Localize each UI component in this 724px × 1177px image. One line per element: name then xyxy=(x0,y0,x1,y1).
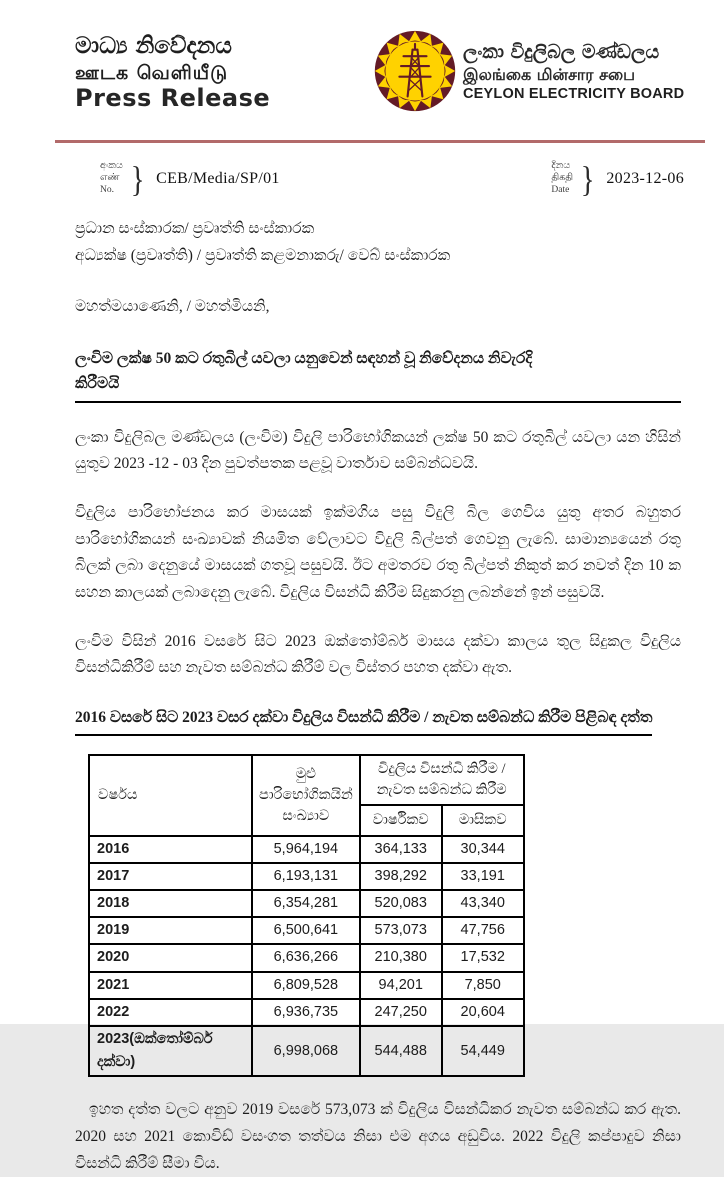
value-cell: 7,850 xyxy=(442,972,524,999)
addressee-line-1: ප්‍රධාන සංස්කාරක/ ප්‍රවෘත්ති සංස්කාරක xyxy=(75,220,315,237)
value-cell: 5,964,194 xyxy=(252,836,360,863)
value-cell: 573,073 xyxy=(360,917,442,944)
value-cell: 6,636,266 xyxy=(252,944,360,971)
table-body xyxy=(89,836,524,1077)
letterhead-divider-rule xyxy=(55,140,705,143)
date-label xyxy=(551,161,573,197)
reference-label xyxy=(100,161,123,197)
table-row xyxy=(89,890,524,917)
col-header-group: විදුලිය විසන්ධි කිරීම / නැවත සම්බන්ධ කිරීම xyxy=(360,755,524,805)
value-cell: 6,936,735 xyxy=(252,999,360,1026)
year-cell: 2020 xyxy=(89,944,252,971)
value-cell: 94,201 xyxy=(360,972,442,999)
year-cell: 2021 xyxy=(89,972,252,999)
org-name-sinhala: ලංකා විදුලිබල මණ්ඩලය xyxy=(463,41,660,63)
col-header-annual: වාර්ෂිකව xyxy=(360,805,442,836)
addressee-line-2: අධ්‍යක්ෂ (ප්‍රවෘත්ති) / ප්‍රවෘත්ති කළමනාකරු/ වෙබ් සංස්කාරක xyxy=(75,247,451,265)
value-cell: 364,133 xyxy=(360,836,442,863)
ref-label-english: No. xyxy=(100,184,114,195)
meta-row xyxy=(100,158,684,200)
reference-value: CEB/Media/SP/01 xyxy=(156,170,280,187)
org-name-english: CEYLON ELECTRICITY BOARD xyxy=(463,86,685,103)
table-row xyxy=(89,972,524,999)
ref-label-sinhala: අංකය xyxy=(100,161,123,172)
table-row xyxy=(89,1026,524,1076)
col-header-total-consumers: මුළු පාරිභෝගිකයින් සංඛ්‍යාව xyxy=(252,755,360,836)
value-cell: 54,449 xyxy=(442,1026,524,1076)
value-cell: 520,083 xyxy=(360,890,442,917)
year-cell: 2018 xyxy=(89,890,252,917)
value-cell: 210,380 xyxy=(360,944,442,971)
value-cell: 17,532 xyxy=(442,944,524,971)
table-section-heading: 2016 වසරේ සිට 2023 වසර දක්වා විදුලිය විසන්ධි කිරීම / නැවත සම්බන්ධ කිරීම පිළිබඳ දත්ත xyxy=(75,706,652,736)
org-name-tamil: இலங்கை மின்சார சபை xyxy=(463,64,636,84)
year-cell: 2017 xyxy=(89,863,252,890)
reference-number xyxy=(100,158,280,200)
document-date xyxy=(551,158,684,200)
press-release-title-sinhala: මාධ්‍ය නිවේදනය xyxy=(75,33,232,59)
press-release-title-english: Press Release xyxy=(75,84,271,113)
ref-label-tamil: எண் xyxy=(100,173,120,184)
value-cell: 6,500,641 xyxy=(252,917,360,944)
value-cell: 43,340 xyxy=(442,890,524,917)
year-cell: 2016 xyxy=(89,836,252,863)
col-header-monthly: මාසිකව xyxy=(442,805,524,836)
paragraph-2: විදුලිය පාරිභෝජනය කර මාසයක් ඉක්මගිය පසු විදුලි බිල ගෙවිය යුතු අතර බහුතර පාරිභෝගිකයන් සංඛ්‍යාවක් නියමිත වේලාවට විදුලි බිල්පත් ගෙවනු ලැබේ. සාමාන්‍යයෙන් රතු බිලක් ලබා දෙනුයේ මාසයක් ගතවූ පසුවයි. ඊට අමතරව රතු බිල්පත් නිකුත් කර නවත් දින 10 ක සහන කාලයක් ලබාදෙනු ලැබේ. විදුලිය විසන්ධි කිරීම සිදුකරනු ලබන්නේ ඉන් පසුවයි. xyxy=(75,503,681,601)
year-cell: 2023(ඔක්තෝම්බර් දක්වා) xyxy=(89,1026,252,1076)
paragraph-3: ලංවිම විසින් 2016 වසරේ සිට 2023 ඔක්තෝම්බර් මාසය දක්වා කාලය තුල සිදුකල විදුලිය විසන්ධිකිරීම් සහ නැවත සම්බන්ධ කිරීම් වල විස්තර පහත දක්වා ඇත. xyxy=(75,632,681,677)
date-value: 2023-12-06 xyxy=(606,170,684,187)
table-row xyxy=(89,863,524,890)
date-label-sinhala: දිනය xyxy=(551,161,571,172)
disconnection-data-table xyxy=(88,754,525,1078)
value-cell: 398,292 xyxy=(360,863,442,890)
press-release-title-tamil: ஊடக வெளியீடு xyxy=(75,61,229,84)
value-cell: 6,998,068 xyxy=(252,1026,360,1076)
closing-paragraph: ඉහත දත්ත වලට අනුව 2019 වසරේ 573,073 ක් විදුලිය විසන්ධිකර නැවත සම්බන්ධ කර ඇත. 2020 සහ 2021 කොවිඩ් වසංගත තත්වය නිසා එම අගය අඩුවිය. 2022 විදුලි කප්පාදුව නිසා විසන්ධි කිරීම් සීමා විය. xyxy=(75,1101,681,1172)
letter-body xyxy=(75,215,681,1177)
subject-heading: ලංවිම ලක්ෂ 50 කට රතුබිල් යවලා යනුවෙන් සඳහන් වූ නිවේදනය නිවැරදි කිරීමයි xyxy=(75,347,681,403)
date-label-tamil: திகதி xyxy=(551,173,574,184)
value-cell: 6,809,528 xyxy=(252,972,360,999)
paragraph-1: ලංකා විදුලිබල මණ්ඩලය (ලංවිම) විදුලි පාරිභෝගිකයන් ලක්ෂ 50 කට රතුබිල් යවලා යන හිසින් යුතුව 2023 -12 - 03 දින පුවත්පතක පළවූ වාර්තාව සම්බන්ධවයි. xyxy=(75,428,681,473)
table-row xyxy=(89,836,524,863)
value-cell: 544,488 xyxy=(360,1026,442,1076)
press-release-title-block xyxy=(75,34,270,112)
table-row xyxy=(89,917,524,944)
col-header-year: වර්ෂය xyxy=(89,755,252,836)
value-cell: 247,250 xyxy=(360,999,442,1026)
value-cell: 47,756 xyxy=(442,917,524,944)
value-cell: 30,344 xyxy=(442,836,524,863)
table-row xyxy=(89,944,524,971)
ceb-logo-icon xyxy=(374,30,456,112)
value-cell: 20,604 xyxy=(442,999,524,1026)
year-cell: 2019 xyxy=(89,917,252,944)
organization-name-block xyxy=(463,40,684,104)
table-header xyxy=(89,755,524,836)
value-cell: 6,193,131 xyxy=(252,863,360,890)
date-label-english: Date xyxy=(551,184,570,195)
date-brace: } xyxy=(580,159,595,199)
table-row xyxy=(89,999,524,1026)
value-cell: 6,354,281 xyxy=(252,890,360,917)
year-cell: 2022 xyxy=(89,999,252,1026)
value-cell: 33,191 xyxy=(442,863,524,890)
ref-brace: } xyxy=(130,159,145,199)
salutation: මහත්මයාණෙනි, / මහත්මියනි, xyxy=(75,298,270,316)
